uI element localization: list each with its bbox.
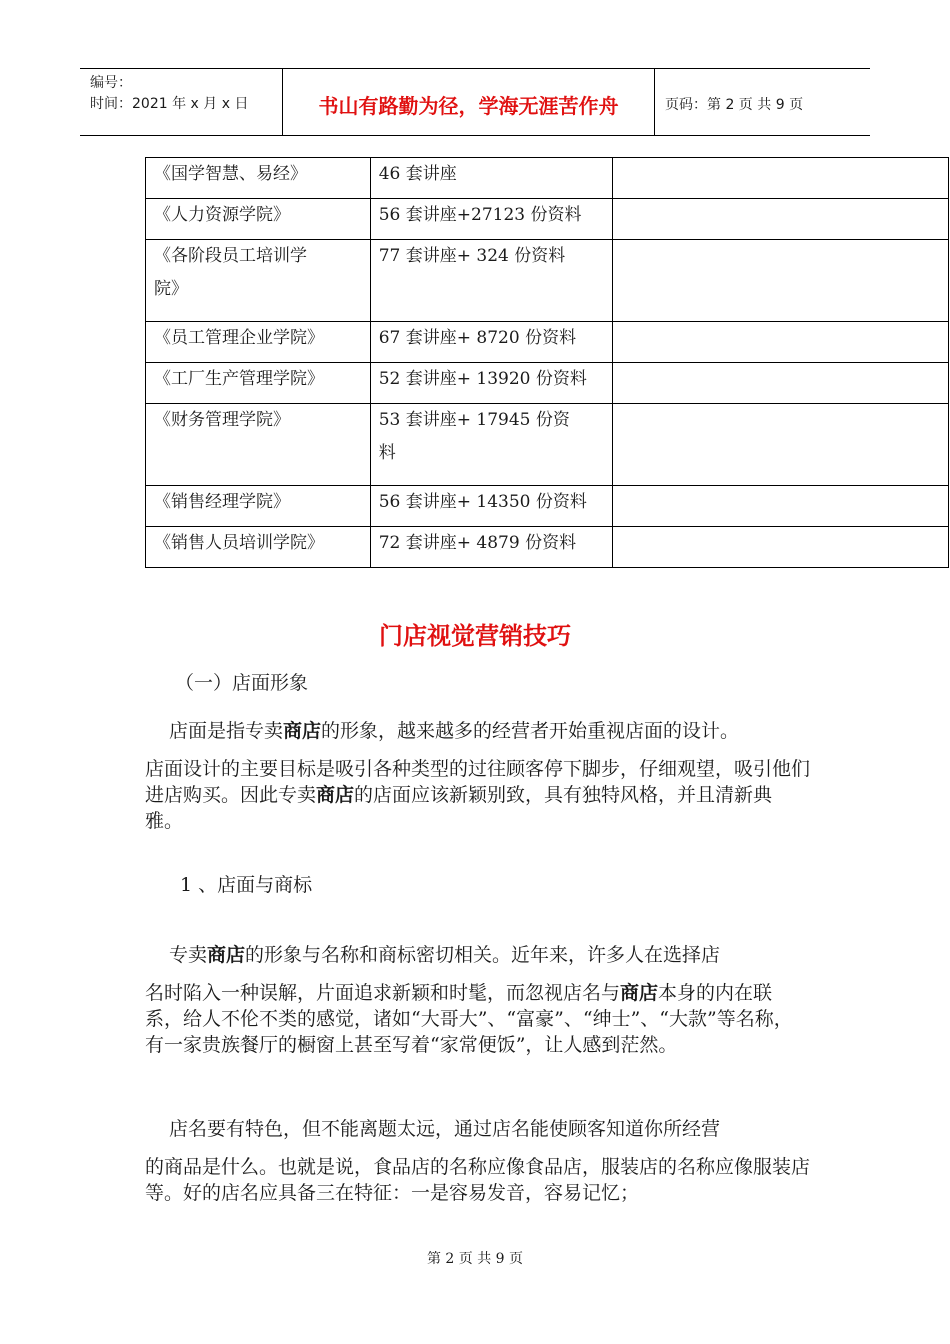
course-content-cell: 67 套讲座+ 8720 份资料: [370, 322, 613, 363]
course-table: [145, 157, 949, 568]
paragraph-storefront: [145, 718, 810, 834]
table-row: [146, 158, 949, 199]
page-footer: 第 2 页 共 9 页: [426, 1251, 524, 1267]
article-title: 门店视觉营销技巧: [379, 622, 571, 650]
course-note-cell: [613, 199, 949, 240]
section-heading: （一）店面形象: [175, 672, 309, 694]
course-name-cell: 《财务管理学院》: [146, 404, 371, 486]
document-number-label: 编号：: [90, 75, 132, 91]
table-row: [146, 240, 949, 322]
paragraph-first-line: 店名要有特色，但不能离题太远，通过店名能使顾客知道你所经营: [169, 1118, 721, 1140]
table-row: [146, 527, 949, 568]
course-note-cell: [613, 363, 949, 404]
course-name-cell: 《各阶段员工培训学 院》: [146, 240, 371, 322]
course-content-cell: 56 套讲座+ 14350 份资料: [370, 486, 613, 527]
course-content-cell: 46 套讲座: [370, 158, 613, 199]
course-note-cell: [613, 240, 949, 322]
paragraph-first-line: 专卖商店的形象与名称和商标密切相关。近年来，许多人在选择店: [169, 944, 721, 966]
course-content-cell: 77 套讲座+ 324 份资料: [370, 240, 613, 322]
header-motto: 书山有路勤为径，学海无涯苦作舟: [283, 69, 655, 135]
paragraph-store-name: [145, 1116, 810, 1206]
paragraph-body: 名时陷入一种误解，片面追求新颖和时髦，而忽视店名与商店本身的内在联系，给人不伦不类的感觉，诸如“大哥大”、“富豪”、“绅士”、“大款”等名称，有一家贵族餐厅的橱窗上甚至写着“家常便饭”，让人感到茫然。: [145, 982, 793, 1056]
course-note-cell: [613, 486, 949, 527]
table-row: [146, 322, 949, 363]
course-name-cell: 《销售经理学院》: [146, 486, 371, 527]
course-note-cell: [613, 322, 949, 363]
course-content-cell: 53 套讲座+ 17945 份资 料: [370, 404, 613, 486]
course-name-cell: 《工厂生产管理学院》: [146, 363, 371, 404]
paragraph-name-logo: [145, 942, 810, 1058]
course-note-cell: [613, 527, 949, 568]
course-content-cell: 72 套讲座+ 4879 份资料: [370, 527, 613, 568]
course-name-cell: 《国学智慧、易经》: [146, 158, 371, 199]
table-row: [146, 199, 949, 240]
course-name-cell: 《销售人员培训学院》: [146, 527, 371, 568]
page-header: [80, 68, 870, 136]
table-row: [146, 486, 949, 527]
paragraph-body: 店面设计的主要目标是吸引各种类型的过往顾客停下脚步，仔细观望，吸引他们进店购买。因此专卖商店的店面应该新颖别致，具有独特风格，并且清新典雅。: [145, 758, 811, 832]
course-content-cell: 56 套讲座+27123 份资料: [370, 199, 613, 240]
subsection-heading: 1 、店面与商标: [180, 874, 313, 896]
table-row: [146, 404, 949, 486]
document-date-label: 时间：2021 年 x 月 x 日: [90, 96, 249, 112]
header-page-number: 页码：第 2 页 共 9 页: [665, 97, 804, 113]
course-content-cell: 52 套讲座+ 13920 份资料: [370, 363, 613, 404]
header-meta: [80, 69, 283, 135]
course-name-cell: 《员工管理企业学院》: [146, 322, 371, 363]
table-row: [146, 363, 949, 404]
course-name-cell: 《人力资源学院》: [146, 199, 371, 240]
course-note-cell: [613, 158, 949, 199]
paragraph-first-line: 店面是指专卖商店的形象，越来越多的经营者开始重视店面的设计。: [169, 720, 740, 742]
course-note-cell: [613, 404, 949, 486]
paragraph-body: 的商品是什么。也就是说，食品店的名称应像食品店，服装店的名称应像服装店等。好的店名应具备三在特征：一是容易发音，容易记忆；: [145, 1156, 811, 1204]
